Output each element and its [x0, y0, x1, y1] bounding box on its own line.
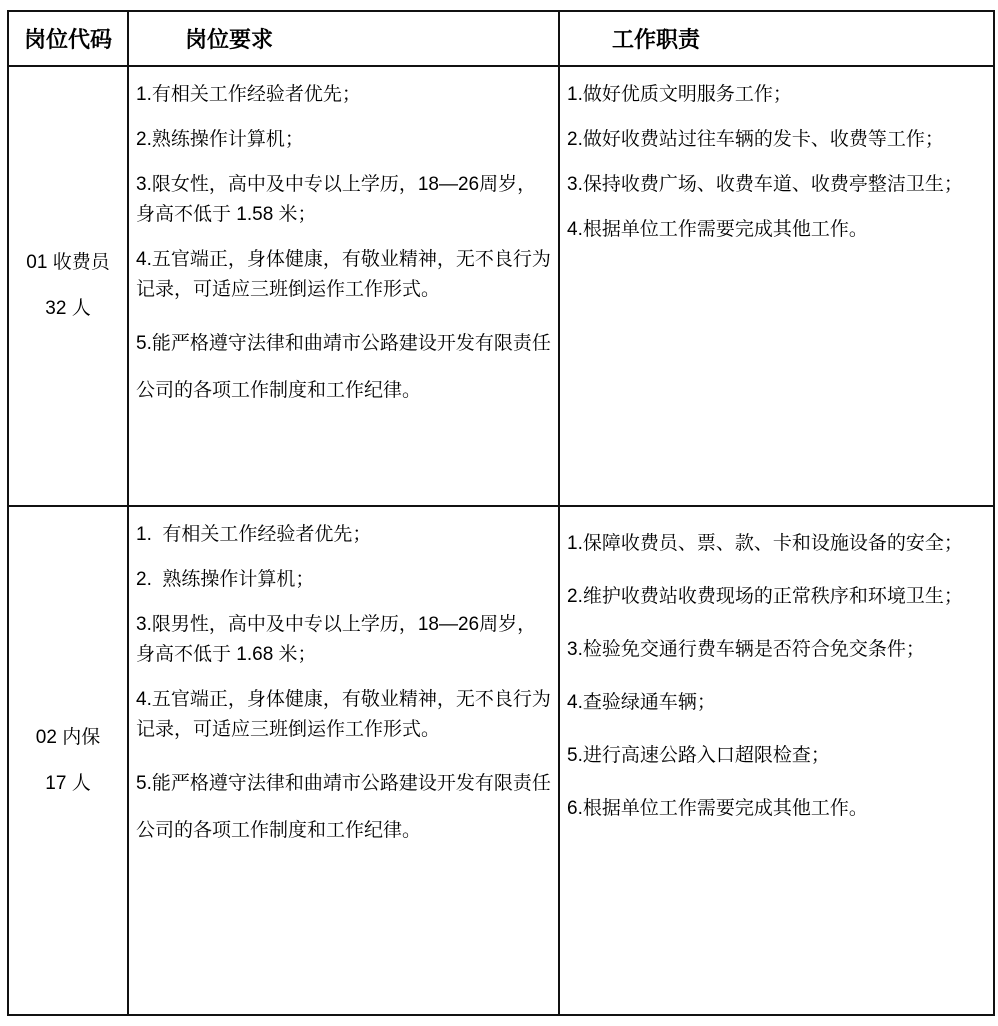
duty-item: 2.维护收费站收费现场的正常秩序和环境卫生；: [567, 586, 963, 607]
requirement-item: 4.五官端正，身体健康，有敬业精神，无不良行为记录，可适应三班倒运作工作形式。: [136, 689, 551, 740]
position-code-cell: [8, 66, 128, 506]
requirements-cell: [128, 506, 559, 1015]
duty-item: 4.查验绿通车辆；: [567, 692, 716, 713]
requirement-item: 2. 熟练操作计算机；: [136, 569, 315, 590]
duty-item: 3.检验免交通行费车辆是否符合免交条件；: [567, 639, 925, 660]
duty-item: 3.保持收费广场、收费车道、收费亭整洁卫生；: [567, 174, 963, 195]
requirement-item: 5.能严格遵守法律和曲靖市公路建设开发有限责任公司的各项工作制度和工作纪律。: [136, 333, 551, 401]
requirement-item: 3.限男性，高中及中专以上学历，18—26周岁，身高不低于 1.68 米；: [136, 614, 537, 665]
duties-cell: [559, 66, 994, 506]
duty-item: 5.进行高速公路入口超限检查；: [567, 745, 830, 766]
duty-item: 2.做好收费站过往车辆的发卡、收费等工作；: [567, 129, 944, 150]
requirement-item: 1.有相关工作经验者优先；: [136, 84, 361, 105]
requirement-item: 2.熟练操作计算机；: [136, 129, 304, 150]
position-headcount: 17 人: [45, 772, 91, 794]
position-code: 01 收费员: [26, 252, 110, 273]
header-row: [8, 11, 994, 66]
requirement-item: 1. 有相关工作经验者优先；: [136, 524, 372, 545]
duty-item: 6.根据单位工作需要完成其他工作。: [567, 798, 868, 819]
job-positions-table: [7, 10, 995, 1016]
duty-item: 4.根据单位工作需要完成其他工作。: [567, 219, 868, 240]
header-job-duties: 工作职责: [559, 11, 994, 66]
position-code-cell: [8, 506, 128, 1015]
table-row-position-02: [8, 506, 994, 1015]
requirement-item: 3.限女性，高中及中专以上学历，18—26周岁，身高不低于 1.58 米；: [136, 174, 537, 225]
header-position-code: 岗位代码: [8, 11, 128, 66]
header-position-requirements: 岗位要求: [128, 11, 559, 66]
requirement-item: 4.五官端正，身体健康，有敬业精神，无不良行为记录，可适应三班倒运作工作形式。: [136, 249, 551, 300]
position-headcount: 32 人: [45, 298, 91, 319]
duties-cell: [559, 506, 994, 1015]
duty-item: 1.做好优质文明服务工作；: [567, 84, 792, 105]
requirements-cell: [128, 66, 559, 506]
duty-item: 1.保障收费员、票、款、卡和设施设备的安全；: [567, 533, 963, 554]
requirement-item: 5.能严格遵守法律和曲靖市公路建设开发有限责任公司的各项工作制度和工作纪律。: [136, 773, 551, 841]
position-code: 02 内保: [35, 726, 101, 748]
table-row-position-01: [8, 66, 994, 506]
